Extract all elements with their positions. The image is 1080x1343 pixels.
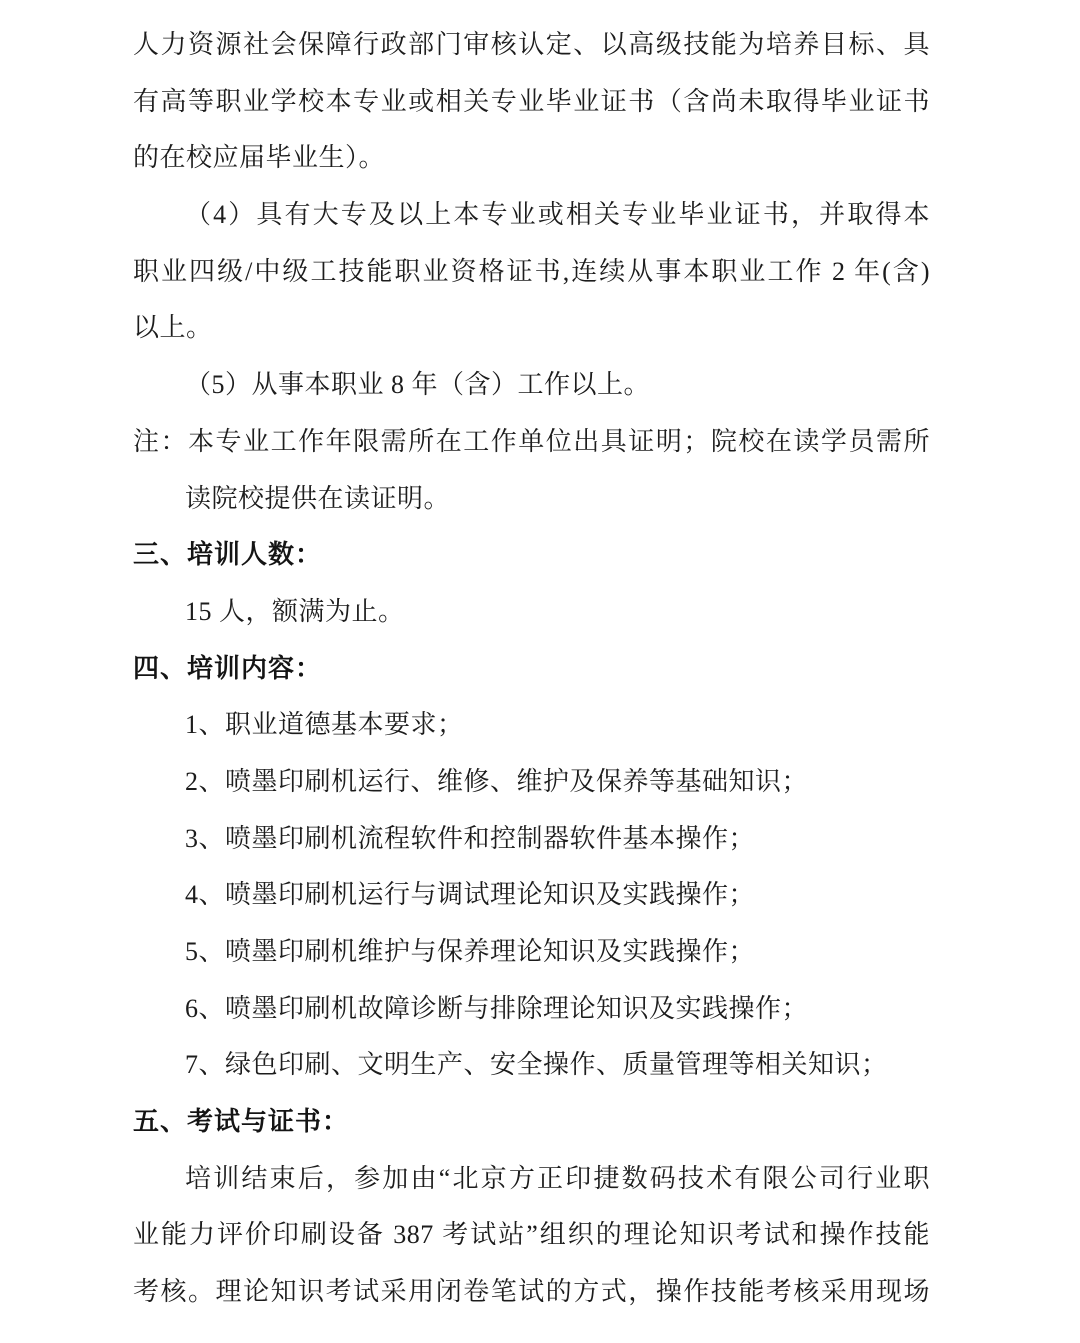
- document-line: 2、喷墨印刷机运行、维修、维护及保养等基础知识；: [185, 766, 809, 796]
- document-line: （4）具有大专及以上本专业或相关专业毕业证书，并取得本: [185, 200, 930, 230]
- section-heading: 三、培训人数：: [133, 540, 323, 570]
- document-line: 有高等职业学校本专业或相关专业毕业证书（含尚未取得毕业证书: [133, 86, 930, 116]
- document-line: 7、绿色印刷、文明生产、安全操作、质量管理等相关知识；: [185, 1050, 888, 1080]
- document-line: 职业四级/中级工技能职业资格证书,连续从事本职业工作 2 年(含): [133, 256, 930, 286]
- document-line: 读院校提供在读证明。: [185, 483, 451, 513]
- document-line: 4、喷墨印刷机运行与调试理论知识及实践操作；: [185, 880, 756, 910]
- document-line: 以上。: [133, 313, 213, 343]
- section-heading: 五、考试与证书：: [133, 1107, 350, 1137]
- document-line: 培训结束后，参加由“北京方正印捷数码技术有限公司行业职: [185, 1163, 930, 1193]
- document-line: 6、喷墨印刷机故障诊断与排除理论知识及实践操作；: [185, 993, 809, 1023]
- document-line: 5、喷墨印刷机维护与保养理论知识及实践操作；: [185, 937, 756, 966]
- document-line: 注：本专业工作年限需所在工作单位出具证明；院校在读学员需所: [133, 426, 930, 456]
- document-line: 考核。理论知识考试采用闭卷笔试的方式，操作技能考核采用现场: [133, 1277, 930, 1307]
- document-line: 人力资源社会保障行政部门审核认定、以高级技能为培养目标、具: [133, 30, 930, 59]
- document-line: 业能力评价印刷设备 387 考试站”组织的理论知识考试和操作技能: [133, 1220, 930, 1250]
- section-heading: 四、培训内容：: [133, 653, 323, 683]
- document-line: 1、职业道德基本要求；: [185, 710, 464, 740]
- document-line: 3、喷墨印刷机流程软件和控制器软件基本操作；: [185, 823, 756, 853]
- document-line: 15 人，额满为止。: [185, 596, 405, 626]
- document-line: （5）从事本职业 8 年（含）工作以上。: [185, 370, 651, 400]
- document-content: [133, 17, 930, 1321]
- document-line: 的在校应届毕业生）。: [133, 143, 386, 173]
